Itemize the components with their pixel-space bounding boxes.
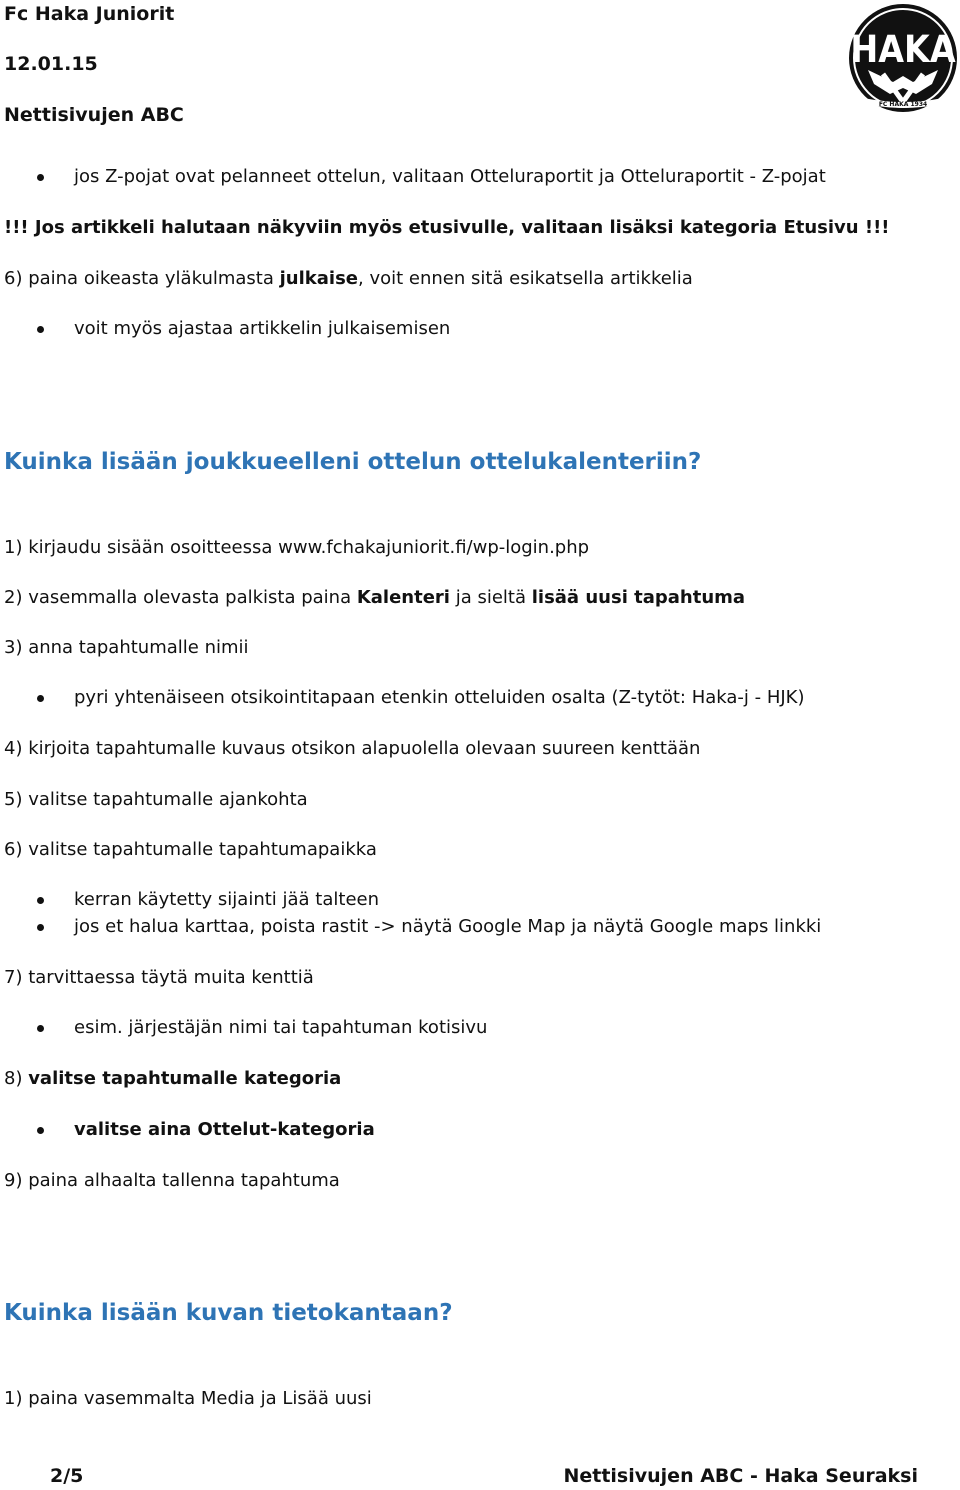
section-heading: Kuinka lisään joukkueelleni ottelun ottelukalenteriin? xyxy=(4,449,702,475)
logo-text: HAKA xyxy=(850,28,956,71)
step-7: 7) tarvittaessa täytä muita kenttiä xyxy=(4,967,314,988)
step-4: 4) kirjoita tapahtumalle kuvaus otsikon alapuolella olevaan suureen kenttään xyxy=(4,738,701,759)
step-text: 2) vasemmalla olevasta palkista paina xyxy=(4,587,357,608)
step-text: 6) paina oikeasta yläkulmasta xyxy=(4,268,280,289)
step-9: 9) paina alhaalta tallenna tapahtuma xyxy=(4,1170,340,1191)
list-item: voit myös ajastaa artikkelin julkaisemisen xyxy=(74,318,451,339)
step-6-publish xyxy=(4,268,693,289)
document-title: Fc Haka Juniorit xyxy=(4,3,175,25)
step-bold-text: valitse tapahtumalle kategoria xyxy=(28,1068,342,1089)
bullet-icon xyxy=(37,326,44,333)
step-text: 8) xyxy=(4,1068,29,1089)
logo-ribbon-text: FC HAKA 1934 xyxy=(878,101,928,108)
step-6: 6) valitse tapahtumalle tapahtumapaikka xyxy=(4,839,377,860)
document-subtitle: Nettisivujen ABC xyxy=(4,104,184,126)
document-date: 12.01.15 xyxy=(4,53,98,75)
step-bold-text: lisää uusi tapahtuma xyxy=(531,587,746,608)
step-text: , voit ennen sitä esikatsella artikkelia xyxy=(358,268,693,289)
step-8 xyxy=(4,1068,341,1089)
bullet-icon xyxy=(37,695,44,702)
list-item: kerran käytetty sijainti jää talteen xyxy=(74,889,379,910)
step-1: 1) paina vasemmalta Media ja Lisää uusi xyxy=(4,1388,372,1409)
step-bold-text: julkaise xyxy=(279,268,358,289)
section-heading: Kuinka lisään kuvan tietokantaan? xyxy=(4,1300,453,1326)
list-item: jos et halua karttaa, poista rastit -> näytä Google Map ja näytä Google maps linkki xyxy=(74,916,822,937)
step-1: 1) kirjaudu sisään osoitteessa www.fchakajuniorit.fi/wp-login.php xyxy=(4,537,590,558)
step-3: 3) anna tapahtumalle nimii xyxy=(4,637,249,658)
step-2 xyxy=(4,587,745,608)
footer-title: Nettisivujen ABC - Haka Seuraksi xyxy=(563,1465,918,1487)
bullet-icon xyxy=(37,1025,44,1032)
page-number: 2/5 xyxy=(50,1465,84,1487)
list-item: pyri yhtenäiseen otsikointitapaan etenkin otteluiden osalta (Z-tytöt: Haka-j - HJK) xyxy=(74,687,805,708)
list-item: valitse aina Ottelut-kategoria xyxy=(74,1119,375,1140)
bullet-icon xyxy=(37,897,44,904)
step-text: ja sieltä xyxy=(449,587,532,608)
haka-crest-logo xyxy=(848,2,958,116)
step-bold-text: Kalenteri xyxy=(356,587,450,608)
bullet-icon xyxy=(37,924,44,931)
bullet-icon xyxy=(37,1127,44,1134)
list-item: jos Z-pojat ovat pelanneet ottelun, valitaan Otteluraportit ja Otteluraportit - Z-pojat xyxy=(74,166,826,187)
list-item: esim. järjestäjän nimi tai tapahtuman kotisivu xyxy=(74,1017,488,1038)
etusivu-note: !!! Jos artikkeli halutaan näkyviin myös etusivulle, valitaan lisäksi kategoria Etusivu !!! xyxy=(4,217,890,238)
bullet-icon xyxy=(37,174,44,181)
step-5: 5) valitse tapahtumalle ajankohta xyxy=(4,789,308,810)
